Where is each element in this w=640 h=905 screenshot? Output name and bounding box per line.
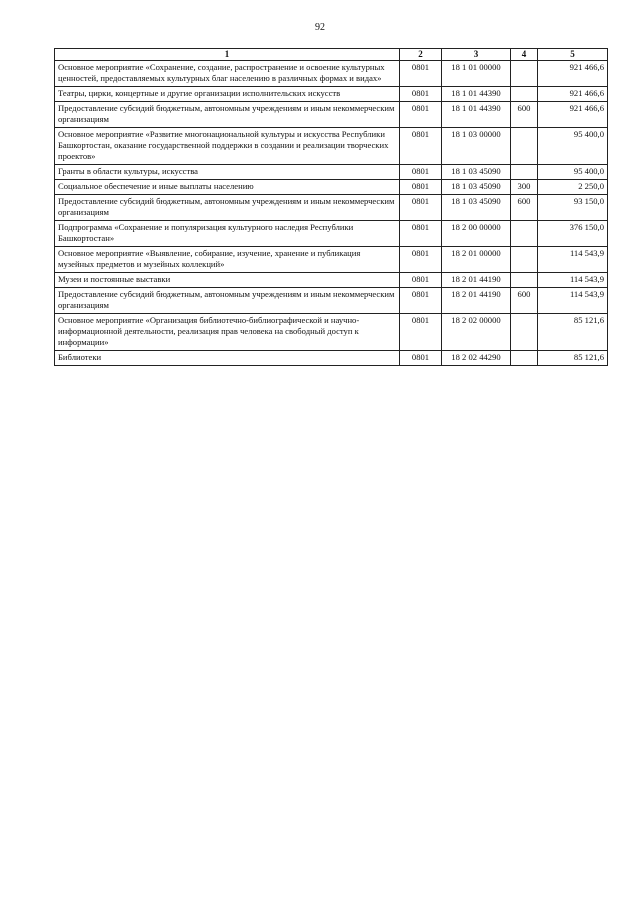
- row-expense-type: [511, 87, 538, 102]
- row-description: Социальное обеспечение и иные выплаты населению: [55, 180, 400, 195]
- table-header-row: [55, 49, 608, 61]
- row-expense-type: [511, 61, 538, 87]
- row-section-code: 0801: [400, 247, 442, 273]
- header-col-3: 3: [442, 49, 511, 61]
- row-section-code: 0801: [400, 165, 442, 180]
- row-section-code: 0801: [400, 128, 442, 165]
- table-row: [55, 314, 608, 351]
- row-amount: 921 466,6: [538, 87, 608, 102]
- row-description: Гранты в области культуры, искусства: [55, 165, 400, 180]
- page-number: 92: [315, 22, 325, 33]
- row-section-code: 0801: [400, 180, 442, 195]
- row-amount: 114 543,9: [538, 273, 608, 288]
- row-target-article: 18 1 03 45090: [442, 180, 511, 195]
- table-row: [55, 87, 608, 102]
- row-target-article: 18 1 01 44390: [442, 87, 511, 102]
- row-amount: 95 400,0: [538, 128, 608, 165]
- row-section-code: 0801: [400, 314, 442, 351]
- row-amount: 95 400,0: [538, 165, 608, 180]
- row-description: Основное мероприятие «Организация библиотечно-библиографической и научно-информационной деятельности, реализация прав человека на свободный доступ к информации»: [55, 314, 400, 351]
- row-section-code: 0801: [400, 102, 442, 128]
- row-amount: 85 121,6: [538, 351, 608, 366]
- header-col-1: 1: [55, 49, 400, 61]
- table-row: [55, 102, 608, 128]
- row-section-code: 0801: [400, 288, 442, 314]
- row-target-article: 18 2 01 44190: [442, 288, 511, 314]
- row-section-code: 0801: [400, 351, 442, 366]
- table-row: [55, 61, 608, 87]
- table-row: [55, 165, 608, 180]
- row-section-code: 0801: [400, 221, 442, 247]
- row-description: Предоставление субсидий бюджетным, автономным учреждениям и иным некоммерческим организациям: [55, 288, 400, 314]
- table-row: [55, 247, 608, 273]
- row-description: Подпрограмма «Сохранение и популяризация культурного наследия Республики Башкортостан»: [55, 221, 400, 247]
- row-expense-type: 600: [511, 195, 538, 221]
- row-amount: 376 150,0: [538, 221, 608, 247]
- row-target-article: 18 2 02 00000: [442, 314, 511, 351]
- row-description: Основное мероприятие «Выявление, собирание, изучение, хранение и публикация музейных предметов и музейных коллекций»: [55, 247, 400, 273]
- row-amount: 93 150,0: [538, 195, 608, 221]
- row-description: Основное мероприятие «Развитие многонациональной культуры и искусства Республики Башкортостан, оказание государственной поддержки в создании и реализации творческих проектов»: [55, 128, 400, 165]
- row-expense-type: 600: [511, 288, 538, 314]
- row-section-code: 0801: [400, 87, 442, 102]
- table-row: [55, 128, 608, 165]
- row-target-article: 18 2 00 00000: [442, 221, 511, 247]
- row-amount: 2 250,0: [538, 180, 608, 195]
- header-col-4: 4: [511, 49, 538, 61]
- row-target-article: 18 2 01 44190: [442, 273, 511, 288]
- row-expense-type: [511, 314, 538, 351]
- budget-table: [54, 48, 608, 366]
- row-target-article: 18 1 01 44390: [442, 102, 511, 128]
- row-amount: 114 543,9: [538, 247, 608, 273]
- row-target-article: 18 1 03 00000: [442, 128, 511, 165]
- row-expense-type: [511, 247, 538, 273]
- row-expense-type: [511, 165, 538, 180]
- row-expense-type: [511, 221, 538, 247]
- row-description: Музеи и постоянные выставки: [55, 273, 400, 288]
- table-row: [55, 180, 608, 195]
- table-body: [55, 61, 608, 366]
- row-amount: 921 466,6: [538, 102, 608, 128]
- row-expense-type: [511, 128, 538, 165]
- row-expense-type: 600: [511, 102, 538, 128]
- header-col-2: 2: [400, 49, 442, 61]
- row-target-article: 18 1 01 00000: [442, 61, 511, 87]
- row-target-article: 18 1 03 45090: [442, 195, 511, 221]
- row-expense-type: 300: [511, 180, 538, 195]
- row-target-article: 18 2 01 00000: [442, 247, 511, 273]
- table-row: [55, 273, 608, 288]
- row-section-code: 0801: [400, 61, 442, 87]
- row-target-article: 18 2 02 44290: [442, 351, 511, 366]
- row-expense-type: [511, 273, 538, 288]
- table-row: [55, 195, 608, 221]
- table-row: [55, 288, 608, 314]
- table-row: [55, 221, 608, 247]
- row-amount: 114 543,9: [538, 288, 608, 314]
- row-amount: 85 121,6: [538, 314, 608, 351]
- table-row: [55, 351, 608, 366]
- row-section-code: 0801: [400, 273, 442, 288]
- row-description: Предоставление субсидий бюджетным, автономным учреждениям и иным некоммерческим организациям: [55, 102, 400, 128]
- row-expense-type: [511, 351, 538, 366]
- header-col-5: 5: [538, 49, 608, 61]
- row-description: Библиотеки: [55, 351, 400, 366]
- row-description: Основное мероприятие «Сохранение, создание, распространение и освоение культурных ценностей, предоставляемых культурных благ населению в различных формах и видах»: [55, 61, 400, 87]
- row-description: Предоставление субсидий бюджетным, автономным учреждениям и иным некоммерческим организациям: [55, 195, 400, 221]
- row-description: Театры, цирки, концертные и другие организации исполнительских искусств: [55, 87, 400, 102]
- row-target-article: 18 1 03 45090: [442, 165, 511, 180]
- row-section-code: 0801: [400, 195, 442, 221]
- row-amount: 921 466,6: [538, 61, 608, 87]
